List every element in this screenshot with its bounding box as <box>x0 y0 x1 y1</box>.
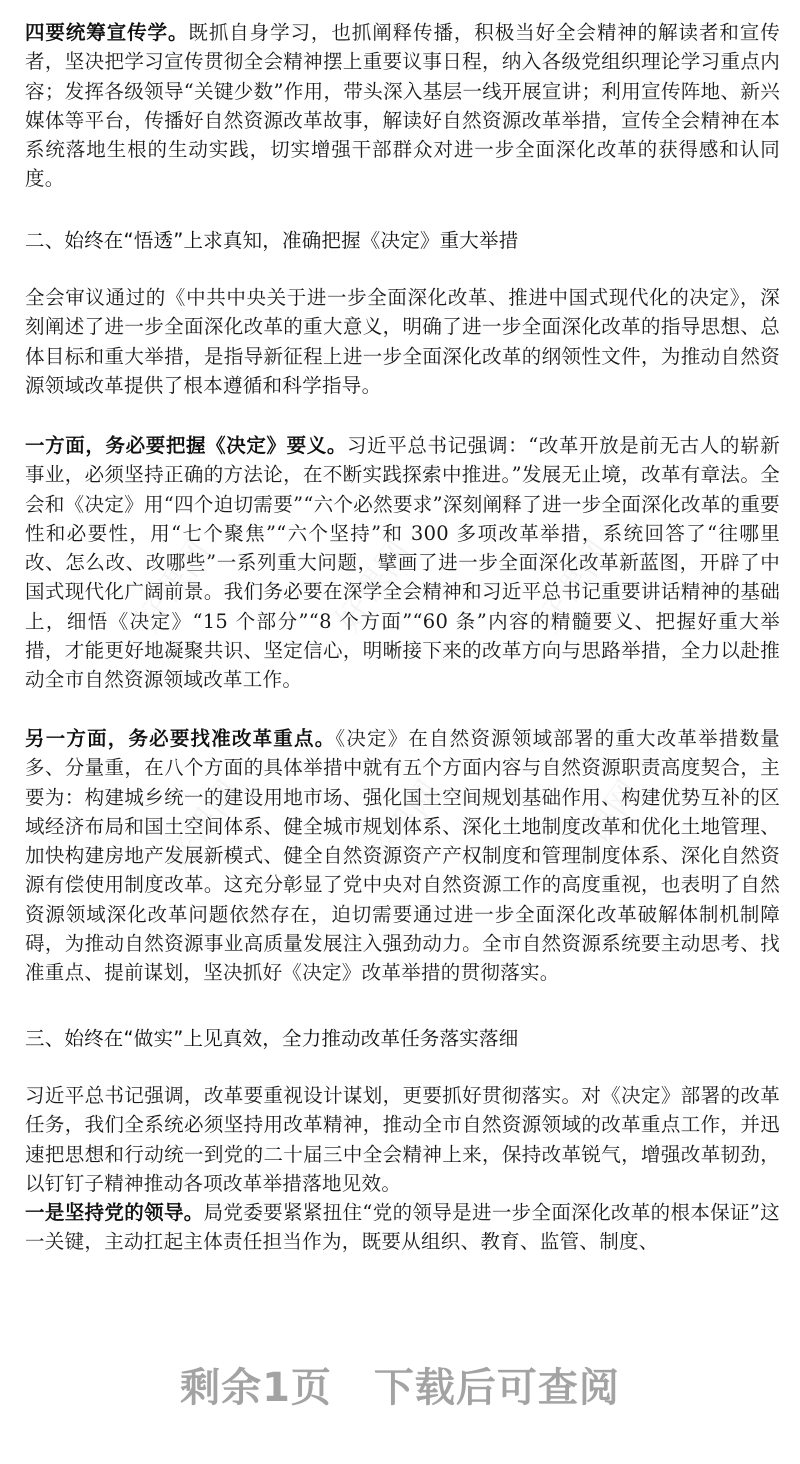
paragraph-lead: 一是坚持党的领导。 <box>25 1201 204 1224</box>
paragraph-lead: 另一方面，务必要找准改革重点。 <box>25 727 336 750</box>
remaining-pages-notice[interactable] <box>0 1360 800 1416</box>
watermark: 好课网 <box>528 533 620 640</box>
watermark: 好课网 <box>328 533 420 640</box>
section-heading-2: 二、始终在“悟透”上求真知，准确把握《决定》重大举措 <box>25 229 519 252</box>
paragraph-propaganda <box>25 18 780 194</box>
paragraph-lead: 一方面，务必要把握《决定》要义。 <box>25 434 348 457</box>
paragraph-text: 习近平总书记强调：“改革开放是前无古人的崭新事业，必须坚持正确的方法论，在不断实践探索中推进。”发展无止境，改革有章法。全会和《决定》用“四个迫切需要”“六个必然要求”深刻阐释了进一步全面深化改革的重要性和必要性，用“七个聚焦”“六个坚持”和 300 多项改革举措，系统回答了“往哪里改、怎么改、改哪些”一系列重大问题，擘画了进一步全面深化改革新蓝图，开辟了中国式现代化广阔前景。我们务必要在深学全会精神和习近平总书记重要讲话精神的基础上，细悟《决定》“15 个部分”“8 个方面”“60 条”内容的精髓要义、把握好重大举措，才能更好地凝聚共识、坚定信心，明晰接下来的改革方向与思路举措，全力以赴推动全市自然资源领域改革工作。 <box>25 434 780 692</box>
paragraph-party-leadership <box>25 1198 780 1257</box>
paragraph-find-focus <box>25 724 780 988</box>
watermark: 好课网 <box>128 533 220 640</box>
paragraph-text: 全会审议通过的《中共中央关于进一步全面深化改革、推进中国式现代化的决定》，深刻阐述了进一步全面深化改革的重大意义，明确了进一步全面深化改革的指导思想、总体目标和重大举措，是指导新征程上进一步全面深化改革的纲领性文件，为推动自然资源领域改革提供了根本遵循和科学指导。 <box>25 286 780 397</box>
watermark: 好课网 <box>558 773 650 880</box>
download-hint-label: 下载后可查阅 <box>373 1365 620 1411</box>
paragraph-text: 既抓自身学习，也抓阐释传播，积极当好全会精神的解读者和宣传者，坚决把学习宣传贯彻全会精神摆上重要议事日程，纳入各级党组织理论学习重点内容；发挥各级领导“关键少数”作用，带头深入基层一线开展宣讲；利用宣传阵地、新兴媒体等平台，传播好自然资源改革故事，解读好自然资源改革举措，宣传全会精神在本系统落地生根的生动实践，切实增强干部群众对进一步全面深化改革的获得感和认同度。 <box>25 21 781 191</box>
watermark: 好课网 <box>358 773 450 880</box>
paragraph-text: 习近平总书记强调，改革要重视设计谋划，更要抓好贯彻落实。对《决定》部署的改革任务，我们全系统必须坚持用改革精神，推动全市自然资源领域的改革重点工作，并迅速把思想和行动统一到党的二十届三中全会精神上来，保持改革锐气，增强改革韧劲，以钉钉子精神推动各项改革举措落地见效。 <box>25 1084 780 1195</box>
paragraph-grasp-essence <box>25 431 780 695</box>
watermark: 好课网 <box>158 773 250 880</box>
paragraph-decision-intro <box>25 283 780 400</box>
paragraph-text: 局党委要紧紧扭住“党的领导是进一步全面深化改革的根本保证”这一关键，主动扛起主体责任担当作为，既要从组织、教育、监管、制度、 <box>25 1201 780 1254</box>
paragraph-implementation <box>25 1081 780 1198</box>
section-heading-3: 三、始终在“做实”上见真效，全力推动改革任务落实落细 <box>25 1027 519 1050</box>
remaining-pages-label: 剩余1页 <box>180 1365 332 1411</box>
paragraph-text: 《决定》在自然资源领域部署的重大改革举措数量多、分量重，在八个方面的具体举措中就有五个方面内容与自然资源职责高度契合，主要为：构建城乡统一的建设用地市场、强化国土空间规划基础作用、构建优势互补的区域经济布局和国土空间体系、健全城市规划体系、深化土地制度改革和优化土地管理、加快构建房地产发展新模式、健全自然资源资产产权制度和管理制度体系、深化自然资源有偿使用制度改革。这充分彰显了党中央对自然资源工作的高度重视，也表明了自然资源领域深化改革问题依然存在，迫切需要通过进一步全面深化改革破解体制机制障碍，为推动自然资源事业高质量发展注入强劲动力。全市自然资源系统要主动思考、找准重点、提前谋划，坚决抓好《决定》改革举措的贯彻落实。 <box>25 727 780 985</box>
paragraph-lead: 四要统筹宣传学。 <box>25 21 189 44</box>
